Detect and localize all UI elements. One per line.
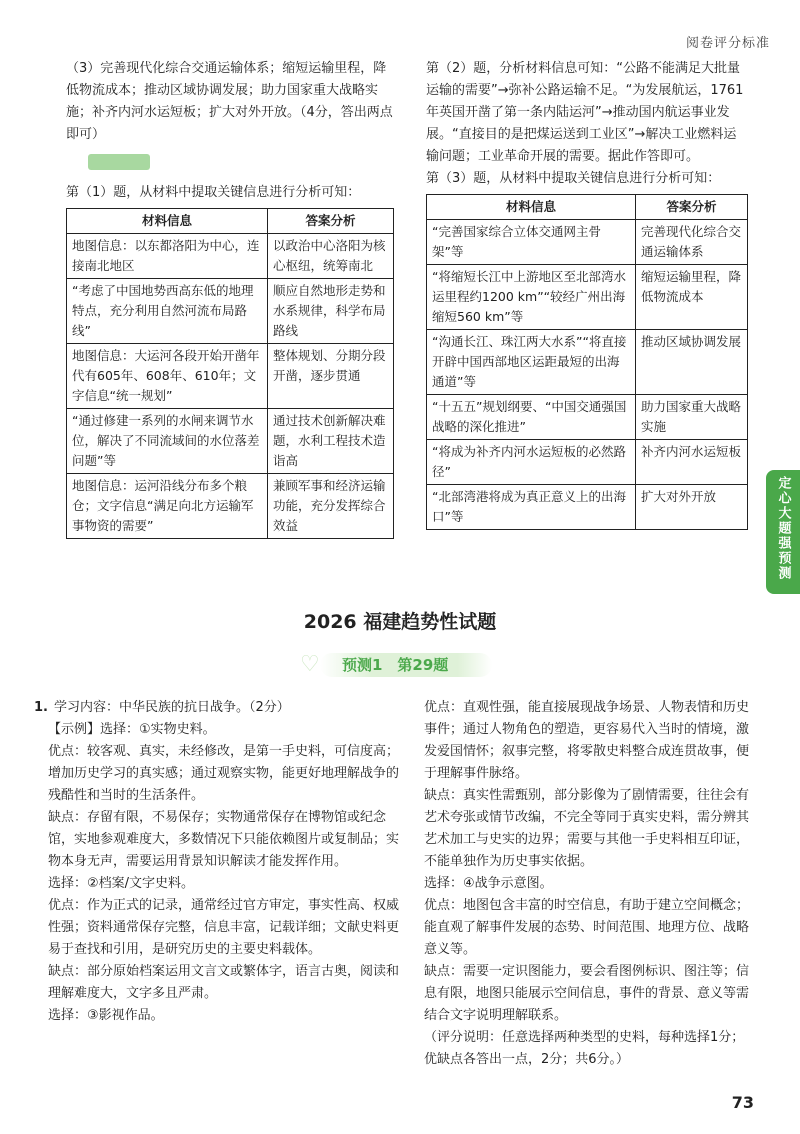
section-title: 2026 福建趋势性试题: [303, 611, 497, 633]
predict-label: 预测1 第29题: [342, 656, 449, 674]
heart-icon: ♡: [300, 652, 320, 677]
answer-paragraph: 优点：地图包含丰富的时空信息，有助于建立空间概念；能直观了解事件发展的态势、时间范围、地理方位、战略意义等。: [424, 898, 750, 957]
table-cell: 地图信息：大运河各段开始开凿年代有605年、608年、610年；文字信息“统一规划”: [67, 344, 268, 409]
table-cell: 地图信息：运河沿线分布多个粮仓；文字信息“满足向北方运输军事物资的需要”: [67, 474, 268, 539]
table-cell: 整体规划、分期分段开凿，逐步贯通: [268, 344, 394, 409]
table-cell: “将缩短长江中上游地区至北部湾水运里程约1200 km”“较经广州出海缩短560 km”等: [427, 265, 636, 330]
right-top-column: [426, 58, 748, 530]
table-cell: 补齐内河水运短板: [636, 440, 748, 485]
predict-banner: [300, 651, 500, 679]
table-header-cell: 材料信息: [67, 209, 268, 234]
left-intro: 第（1）题，从材料中提取关键信息进行分析可知：: [66, 185, 361, 200]
table-header-cell: 答案分析: [636, 195, 748, 220]
side-tab: [766, 470, 800, 594]
question-text: 学习内容：中华民族的抗日战争。（2分）: [53, 700, 290, 715]
table-row: [67, 474, 394, 539]
table-row: [67, 279, 394, 344]
table-cell: “将成为补齐内河水运短板的必然路径”: [427, 440, 636, 485]
analysis-part2: 第（2）题，分析材料信息可知：“公路不能满足大批量运输的需要”→弥补公路运输不足。“为发展航运，1761年英国开凿了第一条内陆运河”→推动国内航运事业发展。“直接目的是把煤运送到工业区”→解决工业燃料运输问题；工业革命开展的需要。据此作答即可。: [426, 61, 744, 164]
table-row: [67, 409, 394, 474]
page-number: 73: [731, 1093, 754, 1112]
table-cell: “通过修建一系列的水闸来调节水位，解决了不同流域间的水位落差问题”等: [67, 409, 268, 474]
table-cell: 推动区域协调发展: [636, 330, 748, 395]
table-cell: “北部湾港将成为真正意义上的出海口”等: [427, 485, 636, 530]
table-row: [427, 330, 748, 395]
scoring-note: （评分说明：任意选择两种类型的史料，每种选择1分；优缺点各答出一点，2分；共6分。）: [424, 1030, 745, 1067]
table-cell: “沟通长江、珠江两大水系”“将直接开辟中国西部地区运距最短的出海通道”等: [427, 330, 636, 395]
table-cell: 地图信息：以东都洛阳为中心，连接南北地区: [67, 234, 268, 279]
material-table-left: [66, 208, 394, 539]
table-cell: 兼顾军事和经济运输功能，充分发挥综合效益: [268, 474, 394, 539]
table-cell: 通过技术创新解决难题，水利工程技术造诣高: [268, 409, 394, 474]
table-row: [67, 344, 394, 409]
section-tag-pill: [88, 154, 150, 170]
table-row: [427, 440, 748, 485]
table-header-row: [67, 209, 394, 234]
table-cell: “十五五”规划纲要、“中国交通强国战略的深化推进”: [427, 395, 636, 440]
table-header-cell: 答案分析: [268, 209, 394, 234]
table-header-row: [427, 195, 748, 220]
answer-paragraph: 缺点：需要一定识图能力，要会看图例标识、图注等；信息有限，地图只能展示空间信息，事件的背景、意义等需结合文字说明理解联系。: [424, 964, 750, 1023]
table-row: [427, 485, 748, 530]
question-line: [34, 697, 400, 719]
answer-paragraph: 缺点：存留有限，不易保存；实物通常保存在博物馆或纪念馆，实地参观难度大，多数情况下只能依赖图片或复制品；实物本身无声，需要运用背景知识解读才能发挥作用。: [48, 810, 400, 869]
material-table-right: [426, 194, 748, 530]
right-bottom-column: [424, 697, 750, 1071]
table-cell: 完善现代化综合交通运输体系: [636, 220, 748, 265]
table-cell: 助力国家重大战略实施: [636, 395, 748, 440]
header-label: 阅卷评分标准: [685, 36, 770, 51]
table-row: [427, 220, 748, 265]
table-row: [67, 234, 394, 279]
answer-paragraph: 选择：③影视作品。: [48, 1008, 164, 1023]
answer-paragraph: 优点：较客观、真实，未经修改，是第一手史料，可信度高；增加历史学习的真实感；通过观察实物，能更好地理解战争的残酷性和当时的生活条件。: [48, 744, 400, 803]
table-cell: “考虑了中国地势西高东低的地理特点，充分利用自然河流布局路线”: [67, 279, 268, 344]
table-cell: 缩短运输里程，降低物流成本: [636, 265, 748, 330]
left-top-column: [66, 58, 394, 539]
table-row: [427, 395, 748, 440]
right-intro: 第（3）题，从材料中提取关键信息进行分析可知：: [426, 171, 721, 186]
answer-paragraph: 缺点：部分原始档案运用文言文或繁体字，语言古奥，阅读和理解难度大，文字多且严肃。: [48, 964, 400, 1001]
answer-paragraph: 选择：④战争示意图。: [424, 876, 553, 891]
table-cell: “完善国家综合立体交通网主骨架”等: [427, 220, 636, 265]
table-header-cell: 材料信息: [427, 195, 636, 220]
answer-paragraph: 缺点：真实性需甄别，部分影像为了剧情需要，往往会有艺术夸张或情节改编，不完全等同于真实史料，需分辨其艺术加工与史实的边界；需要与其他一手史料相互印证，不能单独作为历史事实依据。: [424, 788, 750, 869]
table-cell: 扩大对外开放: [636, 485, 748, 530]
question-number: 1.: [34, 700, 48, 715]
left-bottom-column: [34, 697, 400, 1027]
answer-paragraph: 优点：作为正式的记录，通常经过官方审定，事实性高、权威性强；资料通常保存完整，信息丰富，记载详细；文献史料更易于查找和引用，是研究历史的主要史料载体。: [48, 898, 400, 957]
answer-paragraph: 选择：②档案/文字史料。: [48, 876, 195, 891]
table-cell: 以政治中心洛阳为核心枢纽，统筹南北: [268, 234, 394, 279]
answer-part3: （3）完善现代化综合交通运输体系；缩短运输里程，降低物流成本；推动区域协调发展；助力国家重大战略实施；补齐内河水运短板；扩大对外开放。（4分，答出两点即可）: [66, 61, 393, 142]
table-cell: 顺应自然地形走势和水系规律，科学布局路线: [268, 279, 394, 344]
table-row: [427, 265, 748, 330]
side-tab-label: 定心大题强预测: [775, 476, 791, 581]
answer-paragraph: 【示例】选择：①实物史料。: [48, 722, 216, 737]
answer-paragraph: 优点：直观性强，能直接展现战争场景、人物表情和历史事件；通过人物角色的塑造，更容易代入当时的情境，激发爱国情怀；叙事完整，将零散史料整合成连贯故事，便于理解事件脉络。: [424, 700, 750, 781]
